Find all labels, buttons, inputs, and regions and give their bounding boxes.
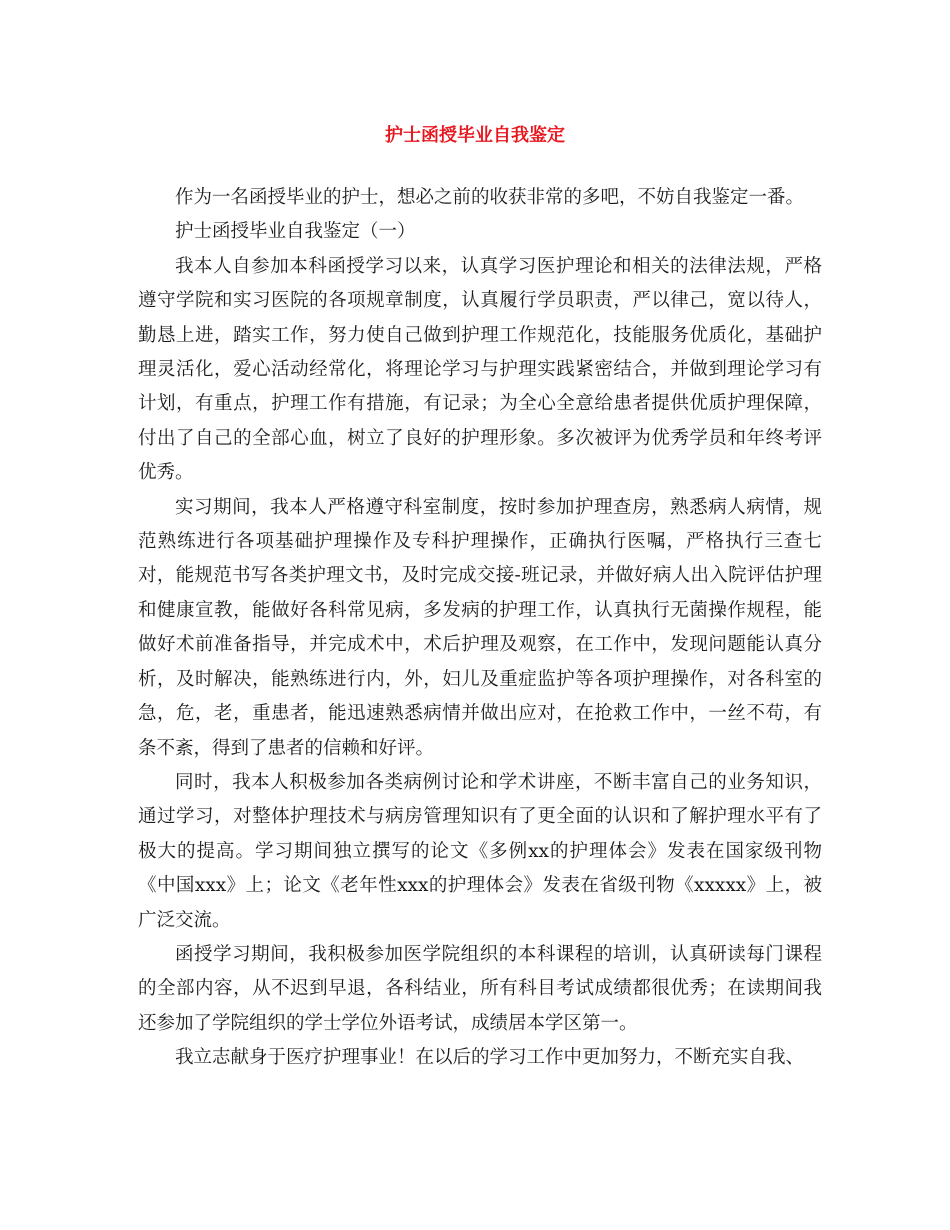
paragraph: 实习期间，我本人严格遵守科室制度，按时参加护理查房，熟悉病人病情，规范熟练进行各项基础护理操作及专科护理操作，正确执行医嘱，严格执行三查七对，能规范书写各类护理文书，及时完成交接-班记录，并做好病人出入院评估护理和健康宣教，能做好各科常见病，多发病的护理工作，认真执行无菌操作规程，能做好术前准备指导，并完成术中，术后护理及观察，在工作中，发现问题能认真分析，及时解决，能熟练进行内，外，妇儿及重症监护等各项护理操作，对各科室的急，危，老，重患者，能迅速熟悉病情并做出应对，在抢救工作中，一丝不苟，有条不紊，得到了患者的信赖和好评。 (138, 496, 822, 759)
paragraph: 同时，我本人积极参加各类病例讨论和学术讲座，不断丰富自己的业务知识，通过学习，对整体护理技术与病房管理知识有了更全面的认识和了解护理水平有了极大的提高。学习期间独立撰写的论文《多例xx的护理体会》发表在国家级刊物《中国xxx》上；论文《老年性xxx的护理体会》发表在省级刊物《xxxxx》上，被广泛交流。 (138, 771, 822, 931)
paragraph: 我本人自参加本科函授学习以来，认真学习医护理论和相关的法律法规，严格遵守学院和实习医院的各项规章制度，认真履行学员职责，严以律己，宽以待人，勤恳上进，踏实工作，努力使自己做到护理工作规范化，技能服务优质化，基础护理灵活化，爱心活动经常化，将理论学习与护理实践紧密结合，并做到理论学习有计划，有重点，护理工作有措施，有记录；为全心全意给患者提供优质护理保障，付出了自己的全部心血，树立了良好的护理形象。多次被评为优秀学员和年终考评优秀。 (138, 255, 822, 484)
document-body (138, 181, 822, 1076)
paragraph: 函授学习期间，我积极参加医学院组织的本科课程的培训，认真研读每门课程的全部内容，从不迟到早退，各科结业，所有科目考试成绩都很优秀；在读期间我还参加了学院组织的学士学位外语考试，成绩居本学区第一。 (138, 943, 822, 1034)
section-heading: 护士函授毕业自我鉴定（一） (175, 221, 416, 243)
document-title: 护士函授毕业自我鉴定 (385, 125, 565, 146)
paragraph-intro: 作为一名函授毕业的护士，想必之前的收获非常的多吧，不妨自我鉴定一番。 (175, 187, 805, 208)
paragraph: 我立志献身于医疗护理事业！在以后的学习工作中更加努力，不断充实自我、 (175, 1047, 805, 1069)
